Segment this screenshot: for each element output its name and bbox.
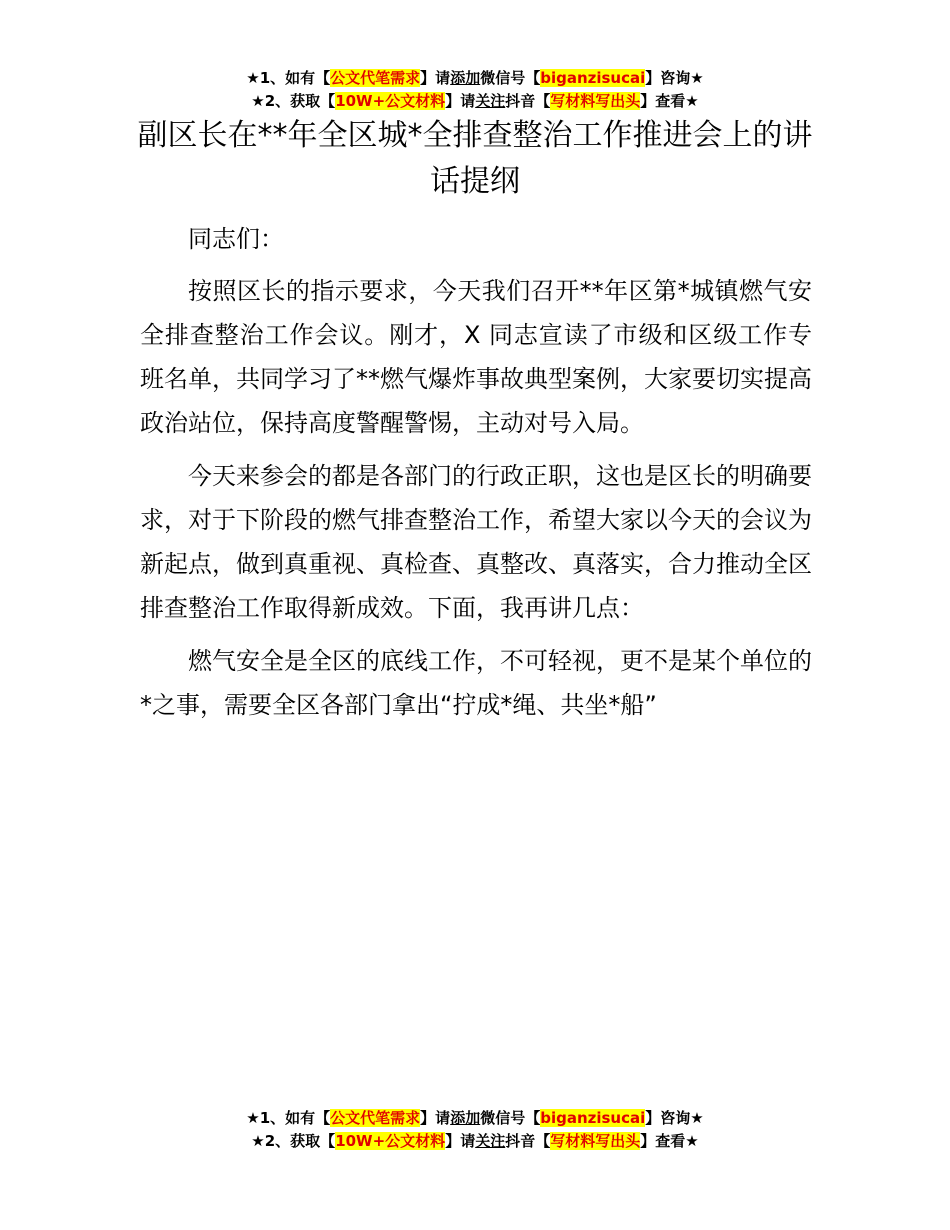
banner-highlight: 写材料写出头 [550,1132,641,1150]
banner-text: 】请 [420,1109,451,1127]
banner-line-2 [0,90,950,113]
banner-text: 】请 [420,69,451,87]
banner-highlight: 10W+公文材料 [335,92,446,110]
footer-banner [0,1107,950,1153]
banner-highlight: 10W+公文材料 [335,1132,446,1150]
banner-highlight: 写材料写出头 [550,92,641,110]
banner-highlight: biganzisucai [540,69,646,87]
header-banner [0,67,950,113]
banner-line-1 [0,1107,950,1130]
banner-line-1 [0,67,950,90]
banner-line-2 [0,1130,950,1153]
banner-text: ★1、如有【 [246,69,331,87]
banner-highlight: 公文代笔需求 [330,1109,421,1127]
banner-text: 抖音【 [505,92,551,110]
banner-text: 】查看★ [640,1132,699,1150]
banner-text: 】咨询★ [645,1109,704,1127]
document-title: 副区长在**年全区城*全排查整治工作推进会上的讲话提纲 [137,118,813,199]
banner-text: 】请 [445,1132,476,1150]
banner-text: ★2、获取【 [251,1132,336,1150]
banner-underlined-text: 关注 [475,1132,506,1150]
document-body [140,217,812,736]
banner-text: 】查看★ [640,92,699,110]
banner-text: 微信号【 [480,1109,541,1127]
banner-underlined-text: 添加 [450,1109,481,1127]
banner-text: 微信号【 [480,69,541,87]
salutation: 同志们： [188,225,284,253]
banner-highlight: 公文代笔需求 [330,69,421,87]
banner-text: ★2、获取【 [251,92,336,110]
banner-underlined-text: 关注 [475,92,506,110]
body-paragraph: 今天来参会的都是各部门的行政正职，这也是区长的明确要求，对于下阶段的燃气排查整治工作，希望大家以今天的会议为新起点，做到真重视、真检查、真整改、真落实，合力推动全区排查整治工作取得新成效。下面，我再讲几点： [140,462,812,622]
body-paragraph: 按照区长的指示要求，今天我们召开**年区第*城镇燃气安全排查整治工作会议。刚才，X 同志宣读了市级和区级工作专班名单，共同学习了**燃气爆炸事故典型案例，大家要切实提高政治站位，保持高度警醒警惕，主动对号入局。 [140,277,812,437]
body-paragraph: 燃气安全是全区的底线工作，不可轻视，更不是某个单位的*之事，需要全区各部门拿出“拧成*绳、共坐*船” [140,647,812,719]
banner-highlight: biganzisucai [540,1109,646,1127]
banner-underlined-text: 添加 [450,69,481,87]
banner-text: 】咨询★ [645,69,704,87]
banner-text: 抖音【 [505,1132,551,1150]
banner-text: 】请 [445,92,476,110]
banner-text: ★1、如有【 [246,1109,331,1127]
